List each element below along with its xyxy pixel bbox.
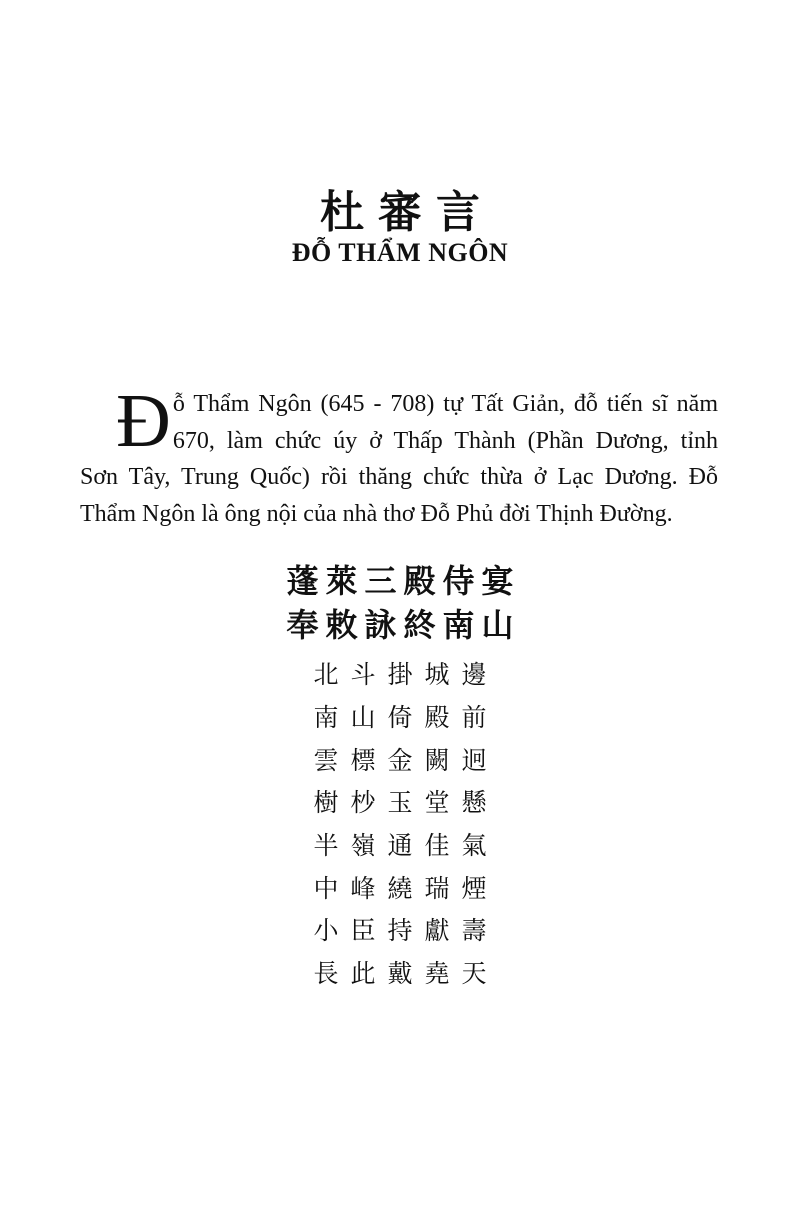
poem-character: 迥 (461, 745, 487, 775)
poem-character: 斗 (350, 660, 376, 690)
poem-character: 掛 (387, 660, 413, 690)
poem-line-4 (0, 780, 800, 823)
poem-body (0, 652, 800, 994)
poem-character: 前 (461, 703, 487, 733)
poem-character: 玉 (387, 788, 413, 818)
poem-line-1 (0, 652, 800, 695)
poem-line-5 (0, 823, 800, 866)
poem-character: 倚 (387, 703, 413, 733)
chapter-title-viet: ĐỖ THẨM NGÔN (291, 238, 509, 267)
poem-character: 杪 (350, 788, 376, 818)
poem-title-line-2: 奉敕詠終南山 (286, 606, 521, 644)
biography-line-3: Sơn Tây, Trung Quốc) rồi thăng chức thừa ở Lạc Dương. Đỗ (80, 464, 718, 490)
poem-character: 堯 (424, 959, 450, 989)
poem-character: 金 (387, 745, 413, 775)
poem-character: 嶺 (350, 831, 376, 861)
poem-line-8 (0, 951, 800, 994)
poem-character: 繞 (387, 873, 413, 903)
poem-character: 通 (387, 831, 413, 861)
poem-character: 戴 (387, 959, 413, 989)
poem-character: 小 (313, 916, 339, 946)
poem-line-7 (0, 908, 800, 951)
poem-character: 半 (313, 831, 339, 861)
poem-character: 雲 (313, 745, 339, 775)
poem-character: 城 (424, 660, 450, 690)
poem-character: 闕 (424, 745, 450, 775)
biography-paragraph (116, 379, 718, 463)
poem-character: 北 (313, 660, 339, 690)
poem-character: 中 (313, 873, 339, 903)
poem-character: 壽 (461, 916, 487, 946)
biography-line-2: 670, làm chức úy ở Thấp Thành (Phần Dương, tỉnh (172, 427, 718, 454)
poem-character: 山 (350, 703, 376, 733)
poem-title-line-1: 蓬萊三殿侍宴 (286, 562, 521, 600)
poem-character: 天 (461, 959, 487, 989)
poem-character: 持 (387, 916, 413, 946)
poem-character: 懸 (461, 788, 487, 818)
poem-character: 南 (313, 703, 339, 733)
poem-line-3 (0, 737, 800, 780)
biography-line-4: Thẩm Ngôn là ông nội của nhà thơ Đỗ Phủ đời Thịnh Đường. (80, 500, 673, 527)
poem-character: 峰 (350, 873, 376, 903)
poem-character: 堂 (424, 788, 450, 818)
poem-character: 煙 (461, 873, 487, 903)
poem-character: 此 (350, 959, 376, 989)
poem-character: 標 (350, 745, 376, 775)
poem-character: 邊 (461, 660, 487, 690)
poem-character: 氣 (461, 831, 487, 861)
chapter-title-han: 杜審言 (320, 187, 494, 238)
poem-character: 臣 (350, 916, 376, 946)
biography-paragraph-continued (80, 459, 718, 532)
poem-line-2 (0, 695, 800, 738)
poem-character: 長 (313, 959, 339, 989)
poem-character: 殿 (424, 703, 450, 733)
biography-line-1: ỗ Thẩm Ngôn (645 - 708) tự Tất Giản, đỗ tiến sĩ năm (172, 391, 718, 417)
poem-character: 瑞 (424, 873, 450, 903)
poem-character: 獻 (424, 916, 450, 946)
poem-character: 佳 (424, 831, 450, 861)
poem-line-6 (0, 865, 800, 908)
drop-cap-letter: Đ (116, 379, 171, 463)
poem-character: 樹 (313, 788, 339, 818)
